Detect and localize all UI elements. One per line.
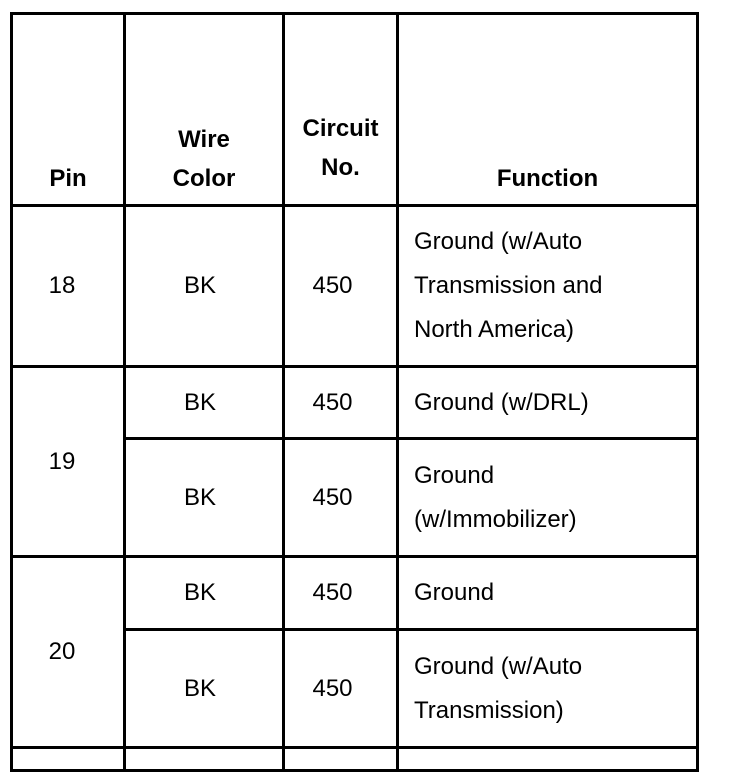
- header-circuit-no: [284, 14, 398, 206]
- header-row: [12, 14, 698, 206]
- function-cell: Ground: [398, 557, 698, 630]
- wire-color-cell: BK: [125, 367, 284, 439]
- header-function: Function: [398, 14, 698, 206]
- table-row: [12, 367, 698, 439]
- circuit-cell: 450: [284, 630, 398, 748]
- circuit-cell: 450: [284, 206, 398, 367]
- header-wire-color-line1: Wire: [178, 126, 230, 153]
- continuation-cell: [284, 748, 398, 771]
- continuation-cell: [12, 748, 125, 771]
- wire-color-cell: BK: [125, 439, 284, 557]
- pin-cell: 19: [12, 367, 125, 557]
- circuit-cell: 450: [284, 367, 398, 439]
- wire-color-cell: BK: [125, 557, 284, 630]
- pin-table: [10, 12, 699, 772]
- header-circuit-line1: Circuit: [302, 115, 379, 142]
- continuation-cell: [125, 748, 284, 771]
- function-cell: Ground (w/Immobilizer): [398, 439, 698, 557]
- pin-cell: 20: [12, 557, 125, 748]
- table-row-continuation: [12, 748, 698, 771]
- header-circuit-line2: No.: [321, 154, 360, 181]
- circuit-cell: 450: [284, 439, 398, 557]
- function-cell: Ground (w/Auto Transmission): [398, 630, 698, 748]
- header-pin: Pin: [12, 14, 125, 206]
- header-wire-color: [125, 14, 284, 206]
- function-cell: Ground (w/DRL): [398, 367, 698, 439]
- circuit-cell: 450: [284, 557, 398, 630]
- wire-color-cell: BK: [125, 206, 284, 367]
- table-row: [12, 557, 698, 630]
- header-wire-color-line2: Color: [172, 165, 236, 192]
- continuation-cell: [398, 748, 698, 771]
- pin-cell: 18: [12, 206, 125, 367]
- table-row: [12, 206, 698, 367]
- function-cell: Ground (w/Auto Transmission and North America): [398, 206, 698, 367]
- wire-color-cell: BK: [125, 630, 284, 748]
